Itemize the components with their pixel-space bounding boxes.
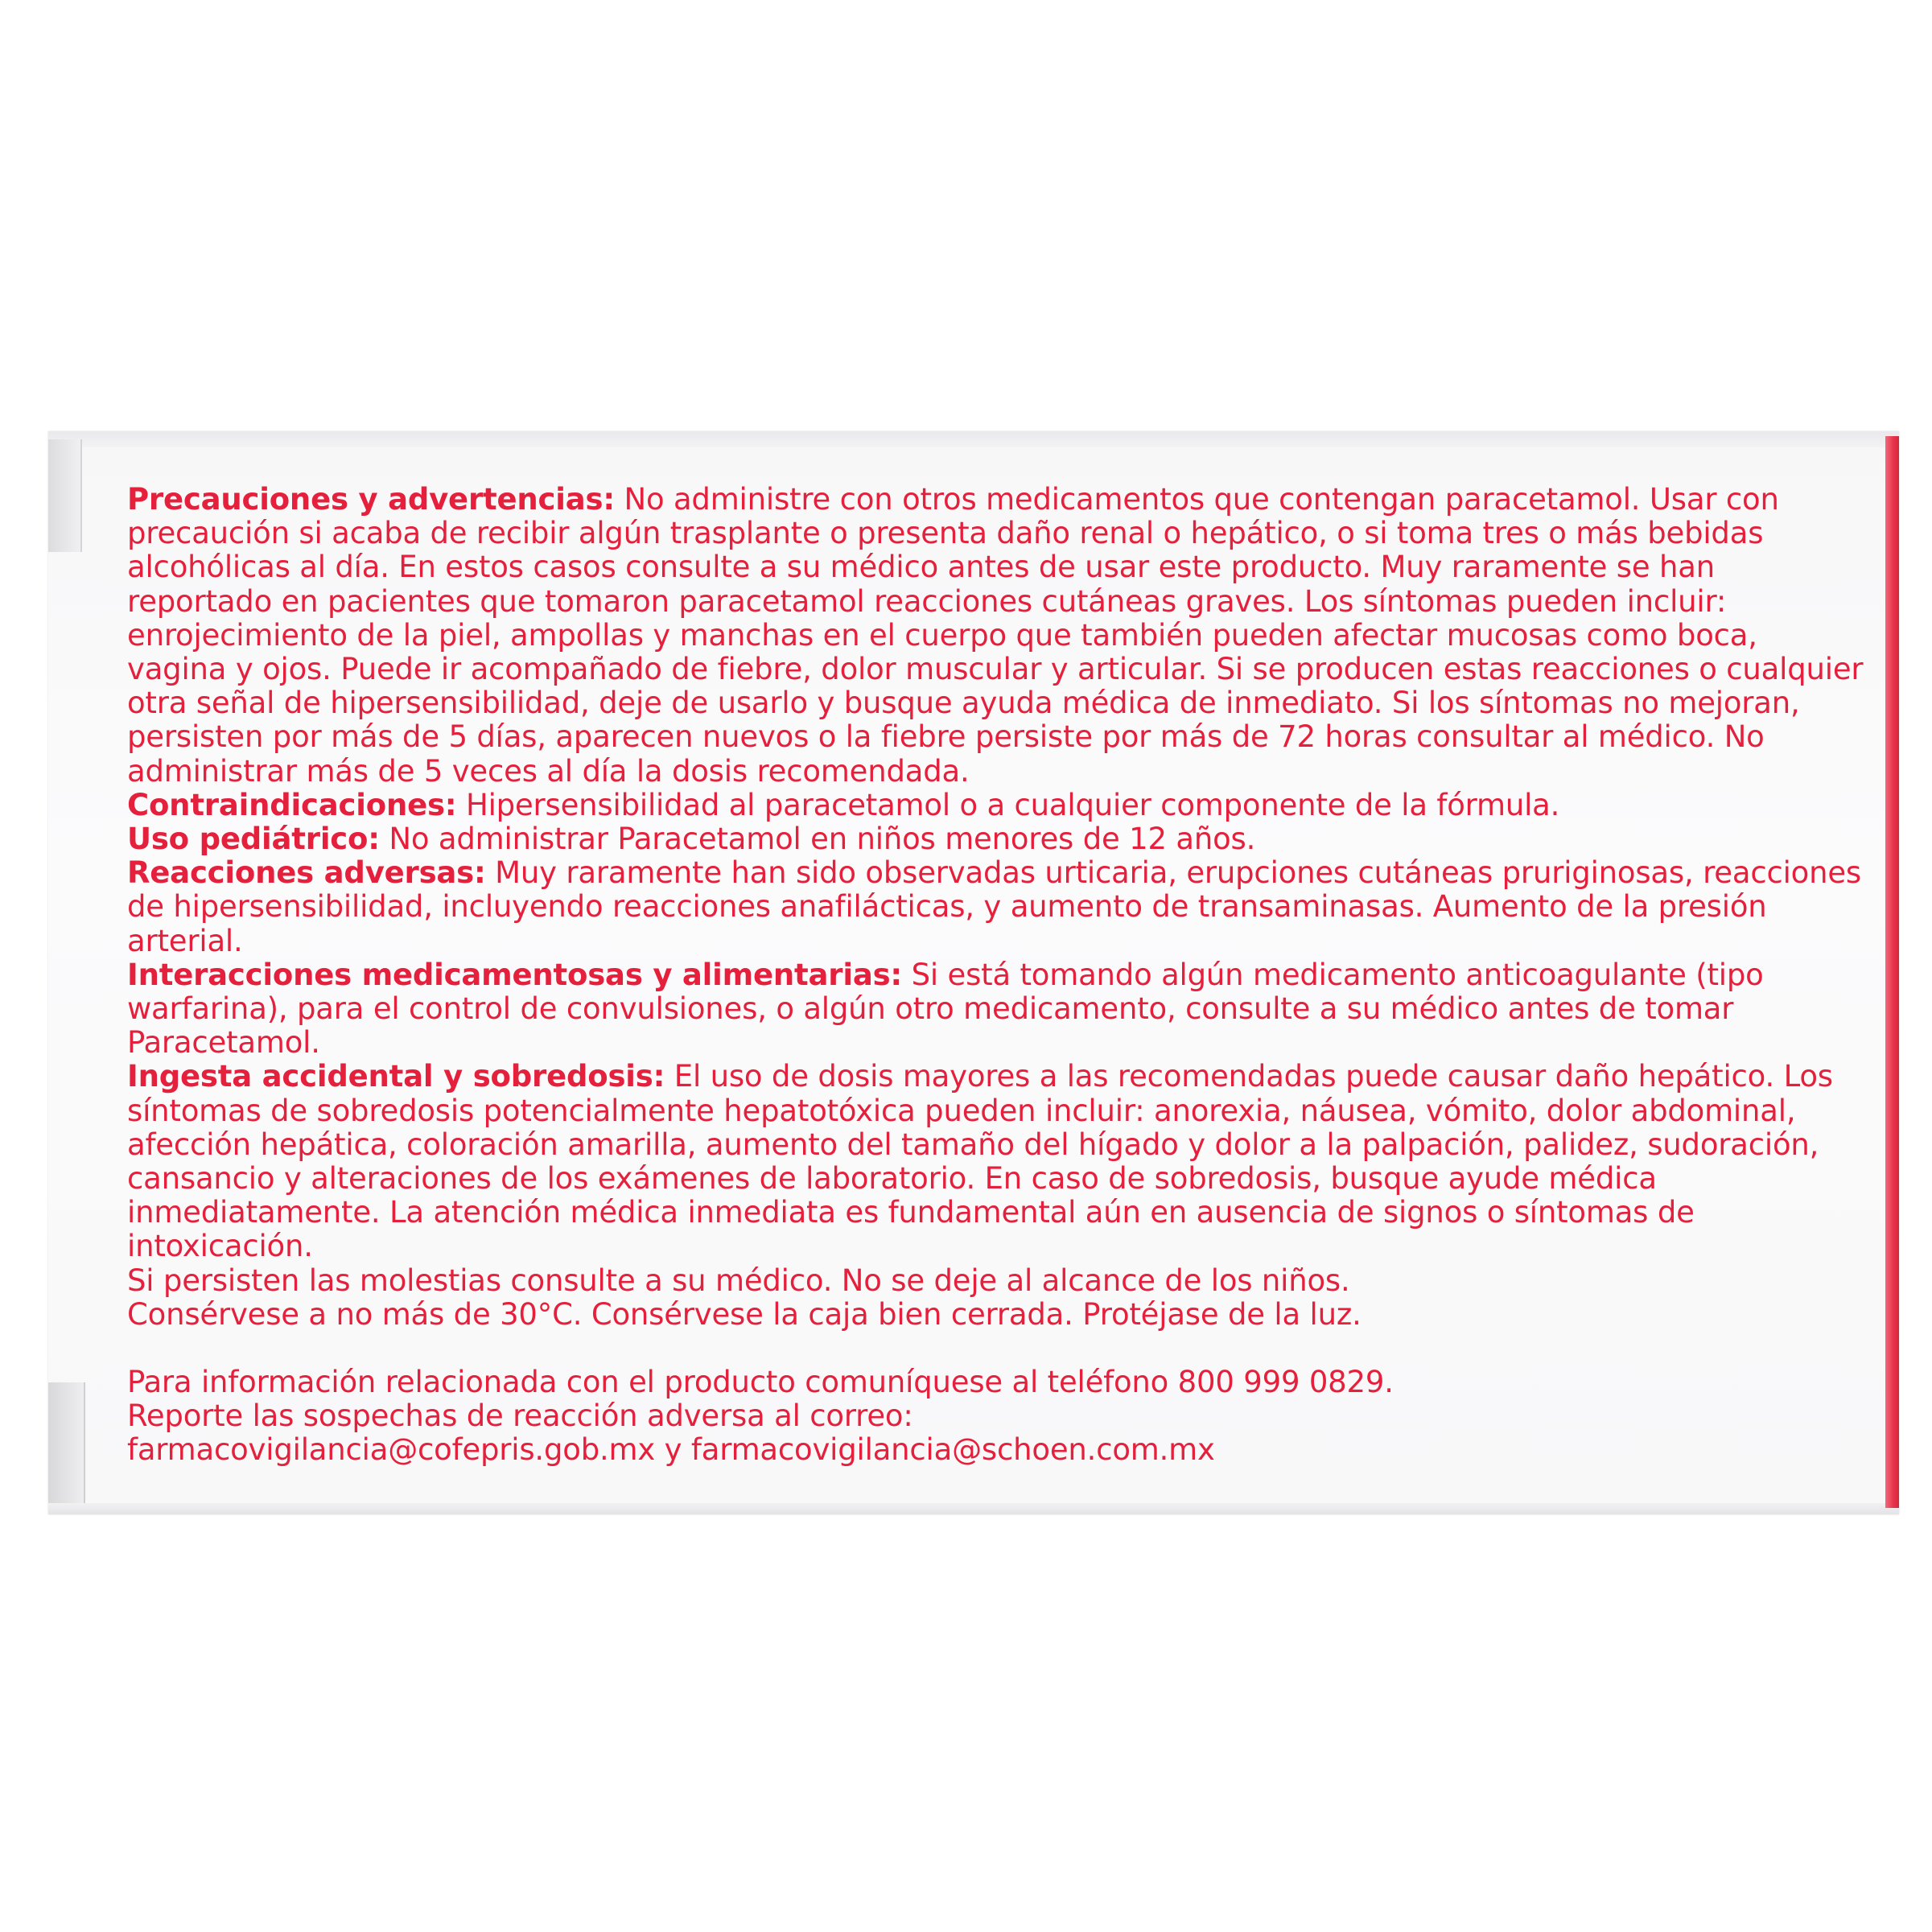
uso-pediatrico-heading: Uso pediátrico:	[127, 822, 380, 857]
uso-pediatrico-section	[127, 822, 1865, 856]
interacciones-body: Si está tomando algún medicamento anticoagulante (tipo warfarina), para el control de convulsiones, o algún otro medicamento, consulte a su médico antes de tomar Paracetamol.	[127, 957, 1764, 1061]
precauciones-section	[127, 483, 1865, 789]
precauciones-heading: Precauciones y advertencias:	[127, 482, 615, 517]
box-flap-bottom-left	[48, 1382, 85, 1503]
spacer	[127, 1332, 1865, 1366]
reacciones-heading: Reacciones adversas:	[127, 855, 486, 891]
box-top-edge	[48, 431, 1899, 447]
reacciones-body: Muy raramente han sido observadas urticaria, erupciones cutáneas pruriginosas, reacciones de hipersensibilidad, incluyendo reacciones anafilácticas, y aumento de transaminasas. Aumento de la presión arterial.	[127, 855, 1862, 958]
precauciones-body: No administre con otros medicamentos que contengan paracetamol. Usar con precaución si acaba de recibir algún trasplante o presenta daño renal o hepático, o si toma tres o más bebidas alcohólicas al día. En estos casos consulte a su médico antes de usar este producto. Muy raramente se han reportado en pacientes que tomaron paracetamol reacciones cutáneas graves. Los síntomas pueden incluir: enrojecimiento de la piel, ampollas y manchas en el cuerpo que también pueden afectar mucosas como boca, vagina y ojos. Puede ir acompañado de fiebre, dolor muscular y articular. Si se producen estas reacciones o cualquier otra señal de hipersensibilidad, deje de usarlo y busque ayuda médica de inmediato. Si los síntomas no mejoran, persisten por más de 5 días, aparecen nuevos o la fiebre persiste por más de 72 horas consultar al médico. No administrar más de 5 veces al día la dosis recomendada.	[127, 482, 1864, 789]
persisten-note: Si persisten las molestias consulte a su médico. No se deje al alcance de los niños.	[127, 1263, 1350, 1298]
storage-note: Consérvese a no más de 30°C. Consérvese la caja bien cerrada. Protéjase de la luz.	[127, 1296, 1361, 1332]
contraindicaciones-body: Hipersensibilidad al paracetamol o a cualquier componente de la fórmula.	[456, 787, 1560, 822]
reacciones-section	[127, 856, 1865, 958]
interacciones-section	[127, 958, 1865, 1061]
contact-email-line: farmacovigilancia@cofepris.gob.mx y farmacovigilancia@schoen.com.mx	[127, 1432, 1215, 1468]
ingesta-section	[127, 1060, 1865, 1263]
label-text-block	[127, 483, 1865, 1468]
box-red-side-strip	[1885, 436, 1899, 1508]
box-flap-top-left	[48, 439, 82, 552]
interacciones-heading: Interacciones medicamentosas y alimentarias:	[127, 957, 903, 992]
contraindicaciones-section	[127, 789, 1865, 822]
contact-report-line: Reporte las sospechas de reacción adversa al correo:	[127, 1399, 913, 1434]
box-bottom-edge	[48, 1503, 1899, 1514]
ingesta-heading: Ingesta accidental y sobredosis:	[127, 1059, 665, 1094]
uso-pediatrico-body: No administrar Paracetamol en niños menores de 12 años.	[379, 822, 1256, 857]
contraindicaciones-heading: Contraindicaciones:	[127, 787, 457, 822]
contact-phone-line: Para información relacionada con el producto comuníquese al teléfono 800 999 0829.	[127, 1365, 1394, 1400]
ingesta-body: El uso de dosis mayores a las recomendadas puede causar daño hepático. Los síntomas de sobredosis potencialmente hepatotóxica pueden incluir: anorexia, náusea, vómito, dolor abdominal, afección hepática, coloración amarilla, aumento del tamaño del hígado y dolor a la palpación, palidez, sudoración, cansancio y alteraciones de los exámenes de laboratorio. En caso de sobredosis, busque ayude médica inmediatamente. La atención médica inmediata es fundamental aún en ausencia de signos o síntomas de intoxicación.	[127, 1059, 1833, 1264]
